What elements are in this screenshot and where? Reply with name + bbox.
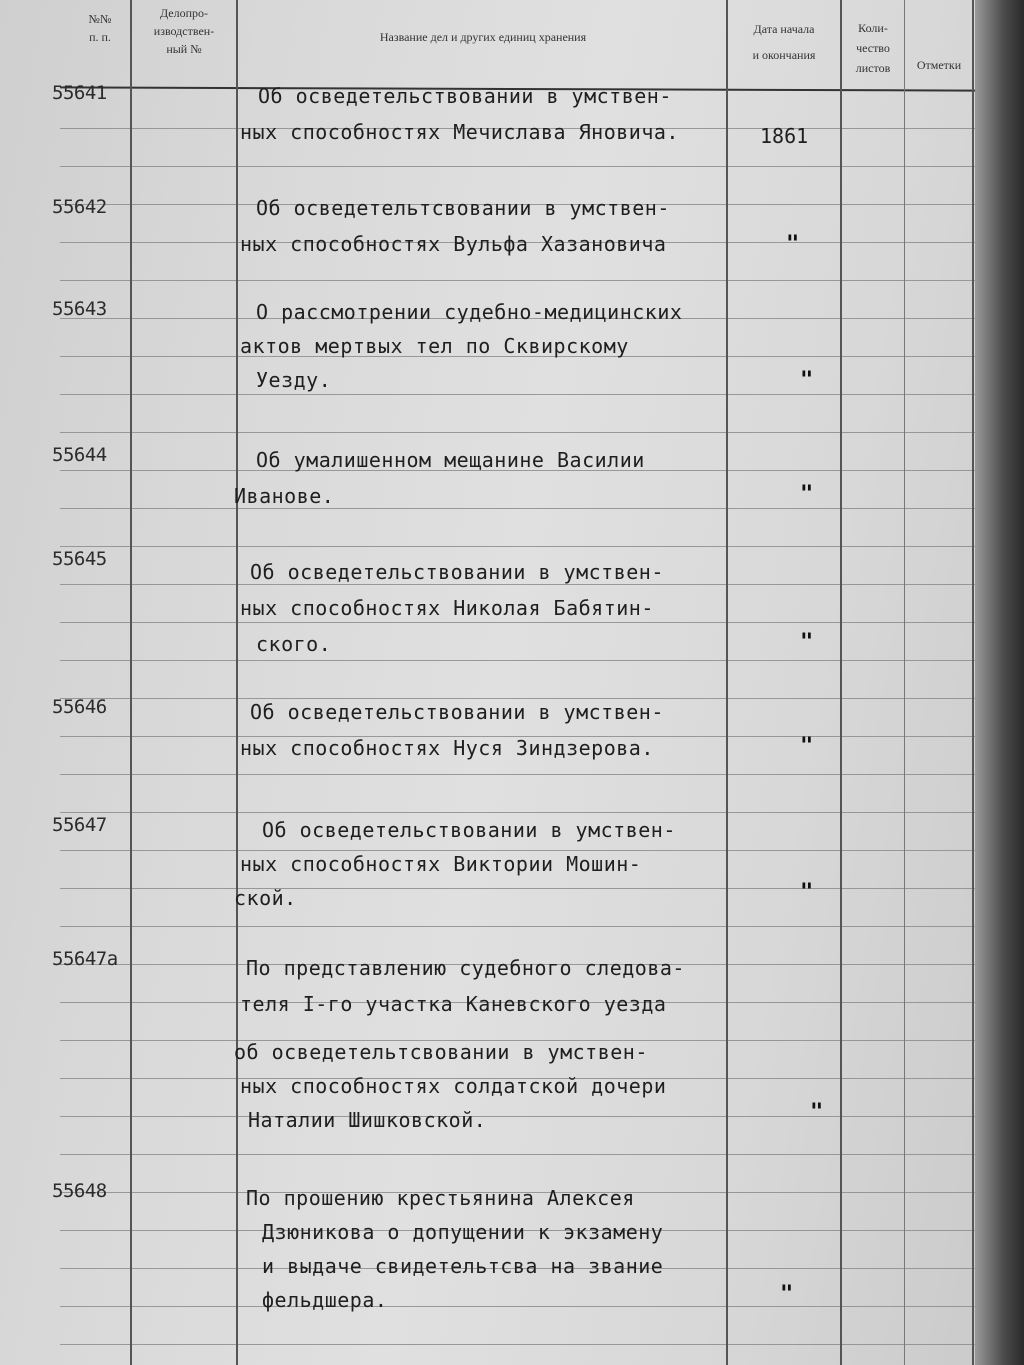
ruled-line (60, 508, 975, 509)
entry-date-ditto: " (800, 482, 814, 507)
entry-title-line: теля I-го участка Каневского уезда (240, 992, 667, 1016)
entry-title-line: По представлению судебного следова- (246, 956, 685, 980)
header-notes: Отметки (916, 58, 962, 72)
entry-title-line: Об умалишенном мещанине Василии (256, 448, 645, 472)
entry-title-line: О рассмотрении судебно-медицинских (256, 300, 683, 324)
entry-title-line: По прошению крестьянина Алексея (246, 1186, 635, 1210)
entry-title-line: ных способностях Мечислава Яновича. (240, 120, 679, 144)
ruled-line (60, 622, 975, 623)
entry-title-line: ных способностях Нуся Зиндзерова. (240, 736, 654, 760)
ruled-line (60, 812, 975, 813)
ruled-line (60, 584, 975, 585)
ruled-line (60, 1154, 975, 1155)
entry-date-ditto: " (800, 368, 814, 393)
ruled-line (60, 546, 975, 547)
entry-title-line: Об осведетельствовании в умствен- (258, 84, 672, 108)
ruled-line (60, 660, 975, 661)
ruled-line (60, 1344, 975, 1345)
header-dates: Дата начала и окончания (752, 22, 816, 62)
entry-title-line: ных способностях солдатской дочери (240, 1074, 667, 1098)
entry-title-line: ской. (234, 886, 297, 910)
column-divider (972, 0, 974, 1365)
header-sheets: Коли- чество листов (855, 21, 891, 75)
entry-number: 55643 (52, 298, 107, 320)
entry-title-line: фельдшера. (262, 1288, 388, 1312)
ruled-line (60, 774, 975, 775)
entry-title-line: Дзюникова о допущении к экзамену (262, 1220, 664, 1244)
entry-title-line: Наталии Шишковской. (248, 1108, 487, 1132)
entry-number: 55641 (52, 82, 107, 104)
ruled-line (60, 166, 975, 167)
ruled-line (60, 432, 975, 433)
entry-number: 55647а (52, 948, 118, 970)
entry-date-ditto: " (800, 630, 814, 655)
entry-number: 55645 (52, 548, 107, 570)
ruled-line (60, 888, 975, 889)
entry-title-line: ных способностях Николая Бабятин- (240, 596, 654, 620)
ruled-line (60, 850, 975, 851)
entry-title-line: Иванове. (234, 484, 335, 508)
entry-date-ditto: " (810, 1100, 824, 1125)
column-divider (130, 0, 132, 1365)
header-title: Название дел и других единиц хранения (379, 30, 587, 44)
ruled-line (60, 394, 975, 395)
entry-title-line: Об осведетельтсвовании в умствен- (256, 196, 670, 220)
entry-title-line: и выдаче свидетельтсва на звание (262, 1254, 664, 1278)
entry-title-line: Об осведетельствовании в умствен- (250, 560, 664, 584)
header-office-number: Делопро- изводствен- ный № (153, 6, 215, 56)
page-edge-shadow (975, 0, 1024, 1365)
entry-date-ditto: " (786, 232, 800, 257)
entry-number: 55642 (52, 196, 107, 218)
entry-number: 55644 (52, 444, 107, 466)
entry-number: 55647 (52, 814, 107, 836)
entry-title-line: ных способностях Вульфа Хазановича (240, 232, 667, 256)
column-divider (236, 0, 238, 1365)
entry-date-ditto: " (780, 1282, 794, 1307)
entry-title-line: Уезду. (256, 368, 332, 392)
ruled-line (60, 926, 975, 927)
entry-title-line: об осведетельтсвовании в умствен- (234, 1040, 648, 1064)
entry-title-line: ского. (256, 632, 332, 656)
column-divider (904, 0, 905, 1365)
entry-title-line: Об осведетельствовании в умствен- (250, 700, 664, 724)
entry-number: 55648 (52, 1180, 107, 1202)
column-divider (726, 0, 728, 1365)
ruled-line (60, 1116, 975, 1117)
column-divider (840, 0, 842, 1365)
header-number: №№ п. п. (88, 12, 112, 44)
ruled-line (60, 1306, 975, 1307)
entry-date: 1861 (760, 124, 809, 148)
entry-number: 55646 (52, 696, 107, 718)
entry-date-ditto: " (800, 734, 814, 759)
entry-title-line: ных способностях Виктории Мошин- (240, 852, 642, 876)
ruled-line (60, 698, 975, 699)
entry-date-ditto: " (800, 880, 814, 905)
ruled-line (60, 280, 975, 281)
entry-title-line: актов мертвых тел по Сквирскому (240, 334, 629, 358)
entry-title-line: Об осведетельствовании в умствен- (262, 818, 676, 842)
